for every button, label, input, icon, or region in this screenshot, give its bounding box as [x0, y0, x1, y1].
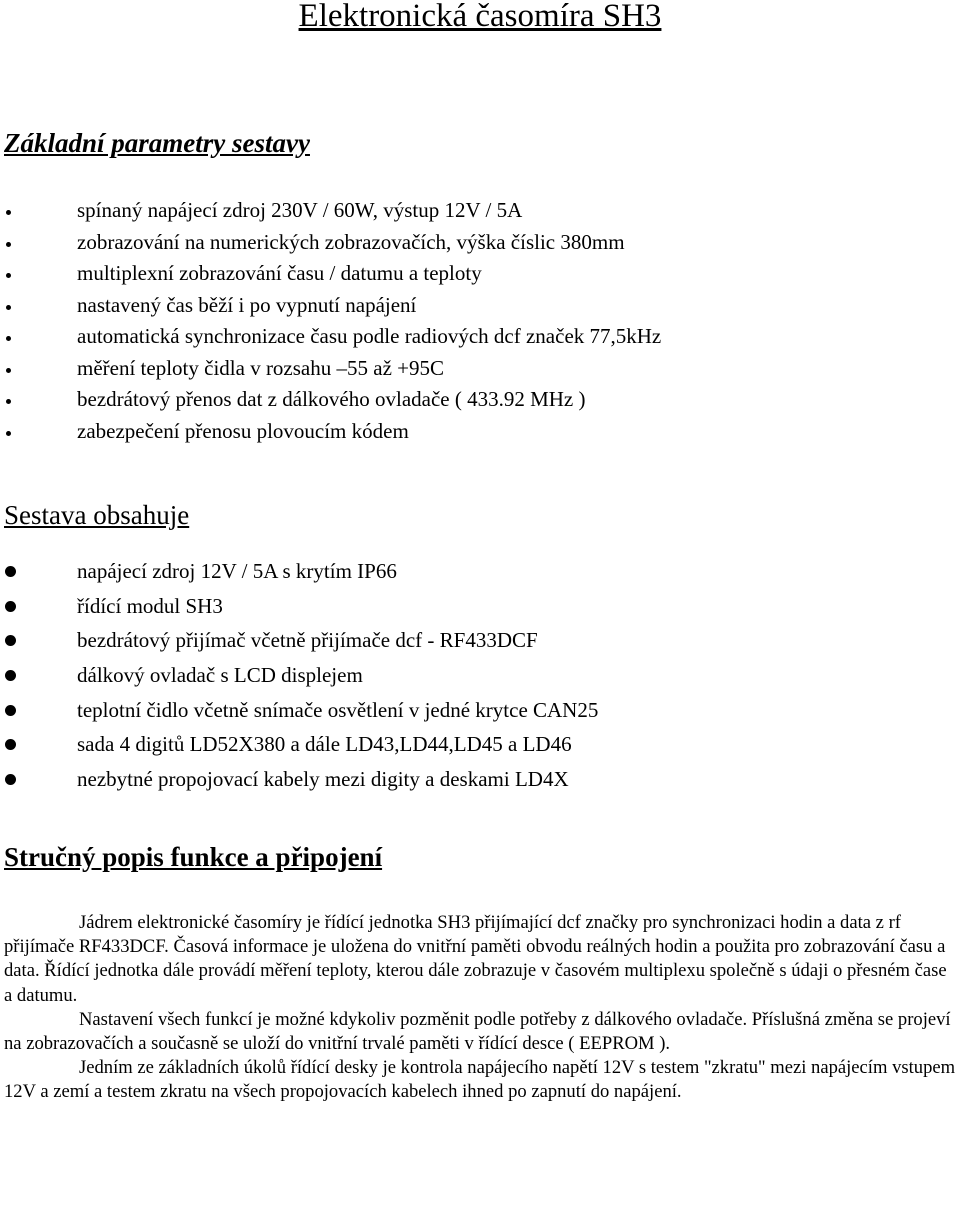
paragraph-text: Jedním ze základních úkolů řídící desky je kontrola napájecího napětí 12V s testem "zkratu" mezi napájecím vstupem 12V a zemí a testem zkratu na všech propojovacích kabelech ihned po zapnutí do napájení.	[4, 1057, 956, 1103]
list-item	[0, 416, 661, 448]
bullet-icon	[5, 705, 16, 716]
list-item-text: nezbytné propojovací kabely mezi digity a deskami LD4X	[77, 767, 569, 792]
list-item-text: měření teploty čidla v rozsahu –55 až +95C	[77, 355, 444, 380]
bullet-icon	[6, 210, 11, 215]
paragraph	[4, 911, 958, 1008]
list-item	[0, 258, 661, 290]
list-item-text: automatická synchronizace času podle radiových dcf značek 77,5kHz	[77, 324, 662, 348]
list-item	[0, 727, 598, 762]
list-item	[0, 321, 661, 353]
list-item-text: bezdrátový přijímač včetně přijímače dcf - RF433DCF	[77, 628, 538, 653]
bullet-icon	[5, 739, 16, 750]
list-item-text: řídící modul SH3	[77, 593, 223, 618]
list-item	[0, 623, 598, 658]
list-item	[0, 353, 661, 385]
bullet-icon	[5, 566, 16, 577]
section-heading-description: Stručný popis funkce a připojení	[4, 842, 383, 872]
bullet-icon	[6, 242, 11, 247]
list-item-text: napájecí zdroj 12V / 5A s krytím IP66	[77, 559, 397, 583]
paragraph-text: Jádrem elektronické časomíry je řídící jednotka SH3 přijímající dcf značky pro synchronizaci hodin a data z rf přijímače RF433DCF. Časová informace je uložena do vnitřní paměti obvodu reálných hodin a použita pro zobrazování času a data. Řídící jednotka dále provádí měření teploty, kterou dále zobrazuje v časovém multiplexu společně s údaji o přesném čase a datumu.	[4, 912, 947, 1006]
list-item-text: bezdrátový přenos dat z dálkového ovladače ( 433.92 MHz )	[77, 387, 586, 411]
list-item	[0, 195, 661, 227]
parameters-list	[0, 195, 661, 447]
list-item-text: spínaný napájecí zdroj 230V / 60W, výstup 12V / 5A	[77, 198, 523, 222]
section-heading-contents: Sestava obsahuje	[4, 500, 190, 530]
list-item	[0, 589, 598, 624]
list-item-text: nastavený čas běží i po vypnutí napájení	[77, 292, 417, 317]
bullet-icon	[5, 601, 16, 612]
document-title: Elektronická časomíra SH3	[298, 0, 662, 34]
bullet-icon	[5, 635, 16, 646]
list-item	[0, 554, 598, 589]
contents-list	[0, 554, 598, 797]
paragraph-text: Nastavení všech funkcí je možné kdykoliv pozměnit podle potřeby z dálkového ovladače. Příslušná změna se projeví na zobrazovačích a současně se uloží do vnitřní trvalé paměti v řídící desce ( EEPROM ).	[4, 1008, 951, 1055]
bullet-icon	[6, 368, 11, 373]
list-item-text: dálkový ovladač s LCD displejem	[77, 663, 363, 688]
bullet-icon	[6, 336, 11, 341]
section-heading-parameters: Základní parametry sestavy	[4, 128, 310, 158]
description-text	[4, 911, 958, 1105]
list-item-text: sada 4 digitů LD52X380 a dále LD43,LD44,LD45 a LD46	[77, 732, 572, 757]
list-item-text: multiplexní zobrazování času / datumu a teploty	[77, 261, 482, 285]
list-item	[0, 658, 598, 693]
bullet-icon	[6, 399, 11, 404]
bullet-icon	[6, 273, 11, 278]
list-item-text: zobrazování na numerických zobrazovačích, výška číslic 380mm	[77, 229, 625, 254]
paragraph	[4, 1008, 958, 1056]
list-item	[0, 384, 661, 416]
paragraph	[4, 1056, 958, 1104]
list-item-text: zabezpečení přenosu plovoucím kódem	[77, 418, 409, 443]
bullet-icon	[6, 305, 11, 310]
bullet-icon	[6, 431, 11, 436]
list-item	[0, 693, 598, 728]
bullet-icon	[5, 670, 16, 681]
list-item	[0, 290, 661, 322]
bullet-icon	[5, 774, 16, 785]
list-item	[0, 762, 598, 797]
list-item	[0, 227, 661, 259]
list-item-text: teplotní čidlo včetně snímače osvětlení v jedné krytce CAN25	[77, 697, 599, 722]
